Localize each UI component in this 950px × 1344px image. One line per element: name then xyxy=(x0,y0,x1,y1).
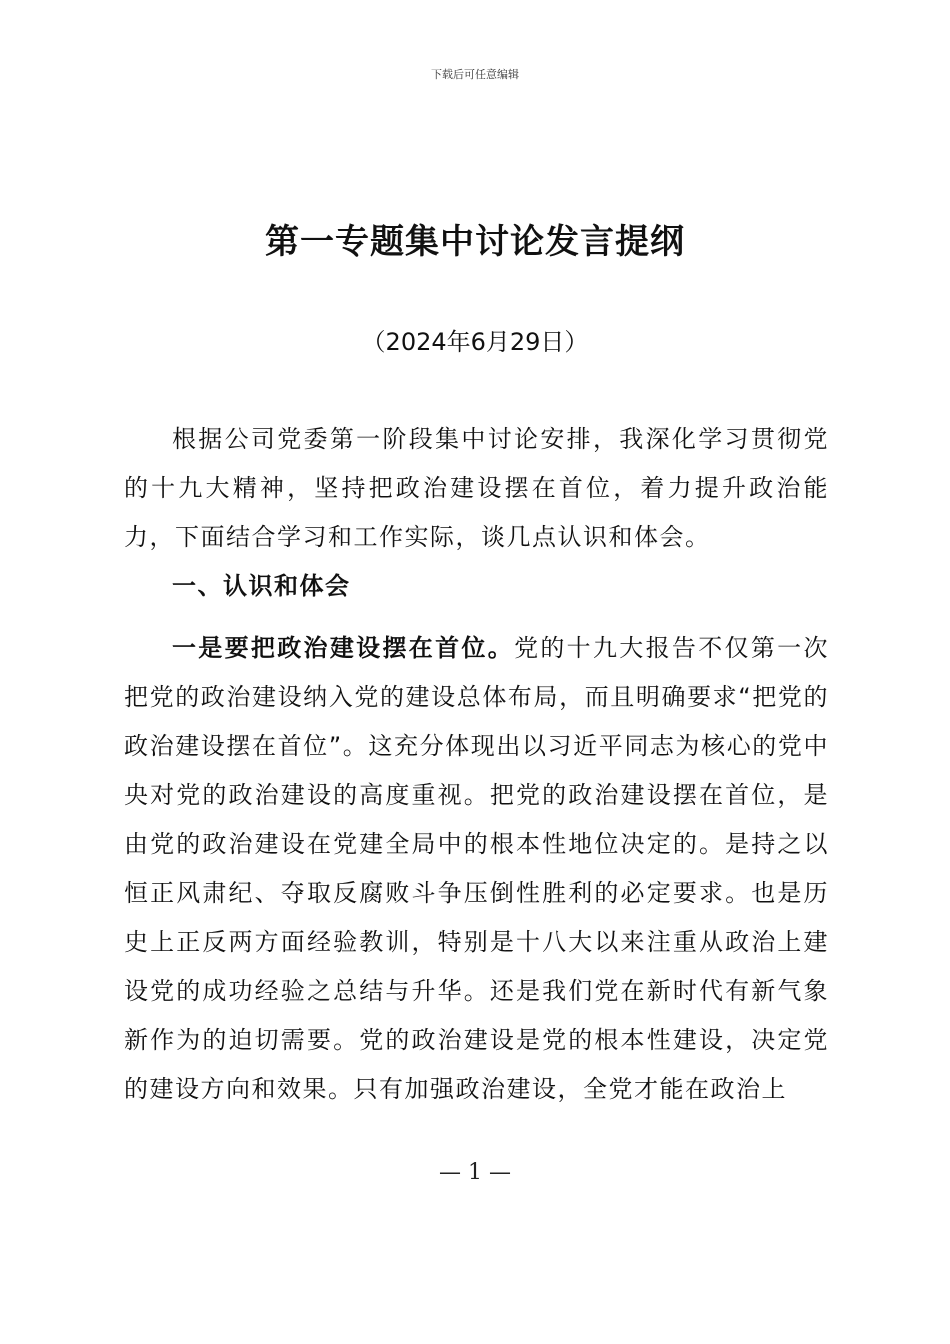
header-note: 下载后可任意编辑 xyxy=(431,68,519,81)
intro-paragraph: 根据公司党委第一阶段集中讨论安排，我深化学习贯彻党的十九大精神，坚持把政治建设摆在首位，着力提升政治能力，下面结合学习和工作实际，谈几点认识和体会。 xyxy=(124,425,829,551)
page-number: — 1 — xyxy=(439,1160,511,1185)
document-body xyxy=(124,415,829,1114)
document-title: 第一专题集中讨论发言提纲 xyxy=(265,222,685,262)
point-one-lead: 一是要把政治建设摆在首位。 xyxy=(172,634,515,662)
paragraph-spacer xyxy=(124,611,829,624)
document-date: （2024年6月29日） xyxy=(361,328,589,356)
point-one-paragraph xyxy=(124,624,829,1114)
section-heading: 一、认识和体会 xyxy=(172,572,351,600)
point-one-text: 党的十九大报告不仅第一次把党的政治建设纳入党的建设总体布局，而且明确要求“把党的政治建设摆在首位”。这充分体现出以习近平同志为核心的党中央对党的政治建设的高度重视。把党的政治建设摆在首位，是由党的政治建设在党建全局中的根本性地位决定的。是持之以恒正风肃纪、夺取反腐败斗争压倒性胜利的必定要求。也是历史上正反两方面经验教训，特别是十八大以来注重从政治上建设党的成功经验之总结与升华。还是我们党在新时代有新气象新作为的迫切需要。党的政治建设是党的根本性建设，决定党的建设方向和效果。只有加强政治建设，全党才能在政治上 xyxy=(124,634,829,1103)
